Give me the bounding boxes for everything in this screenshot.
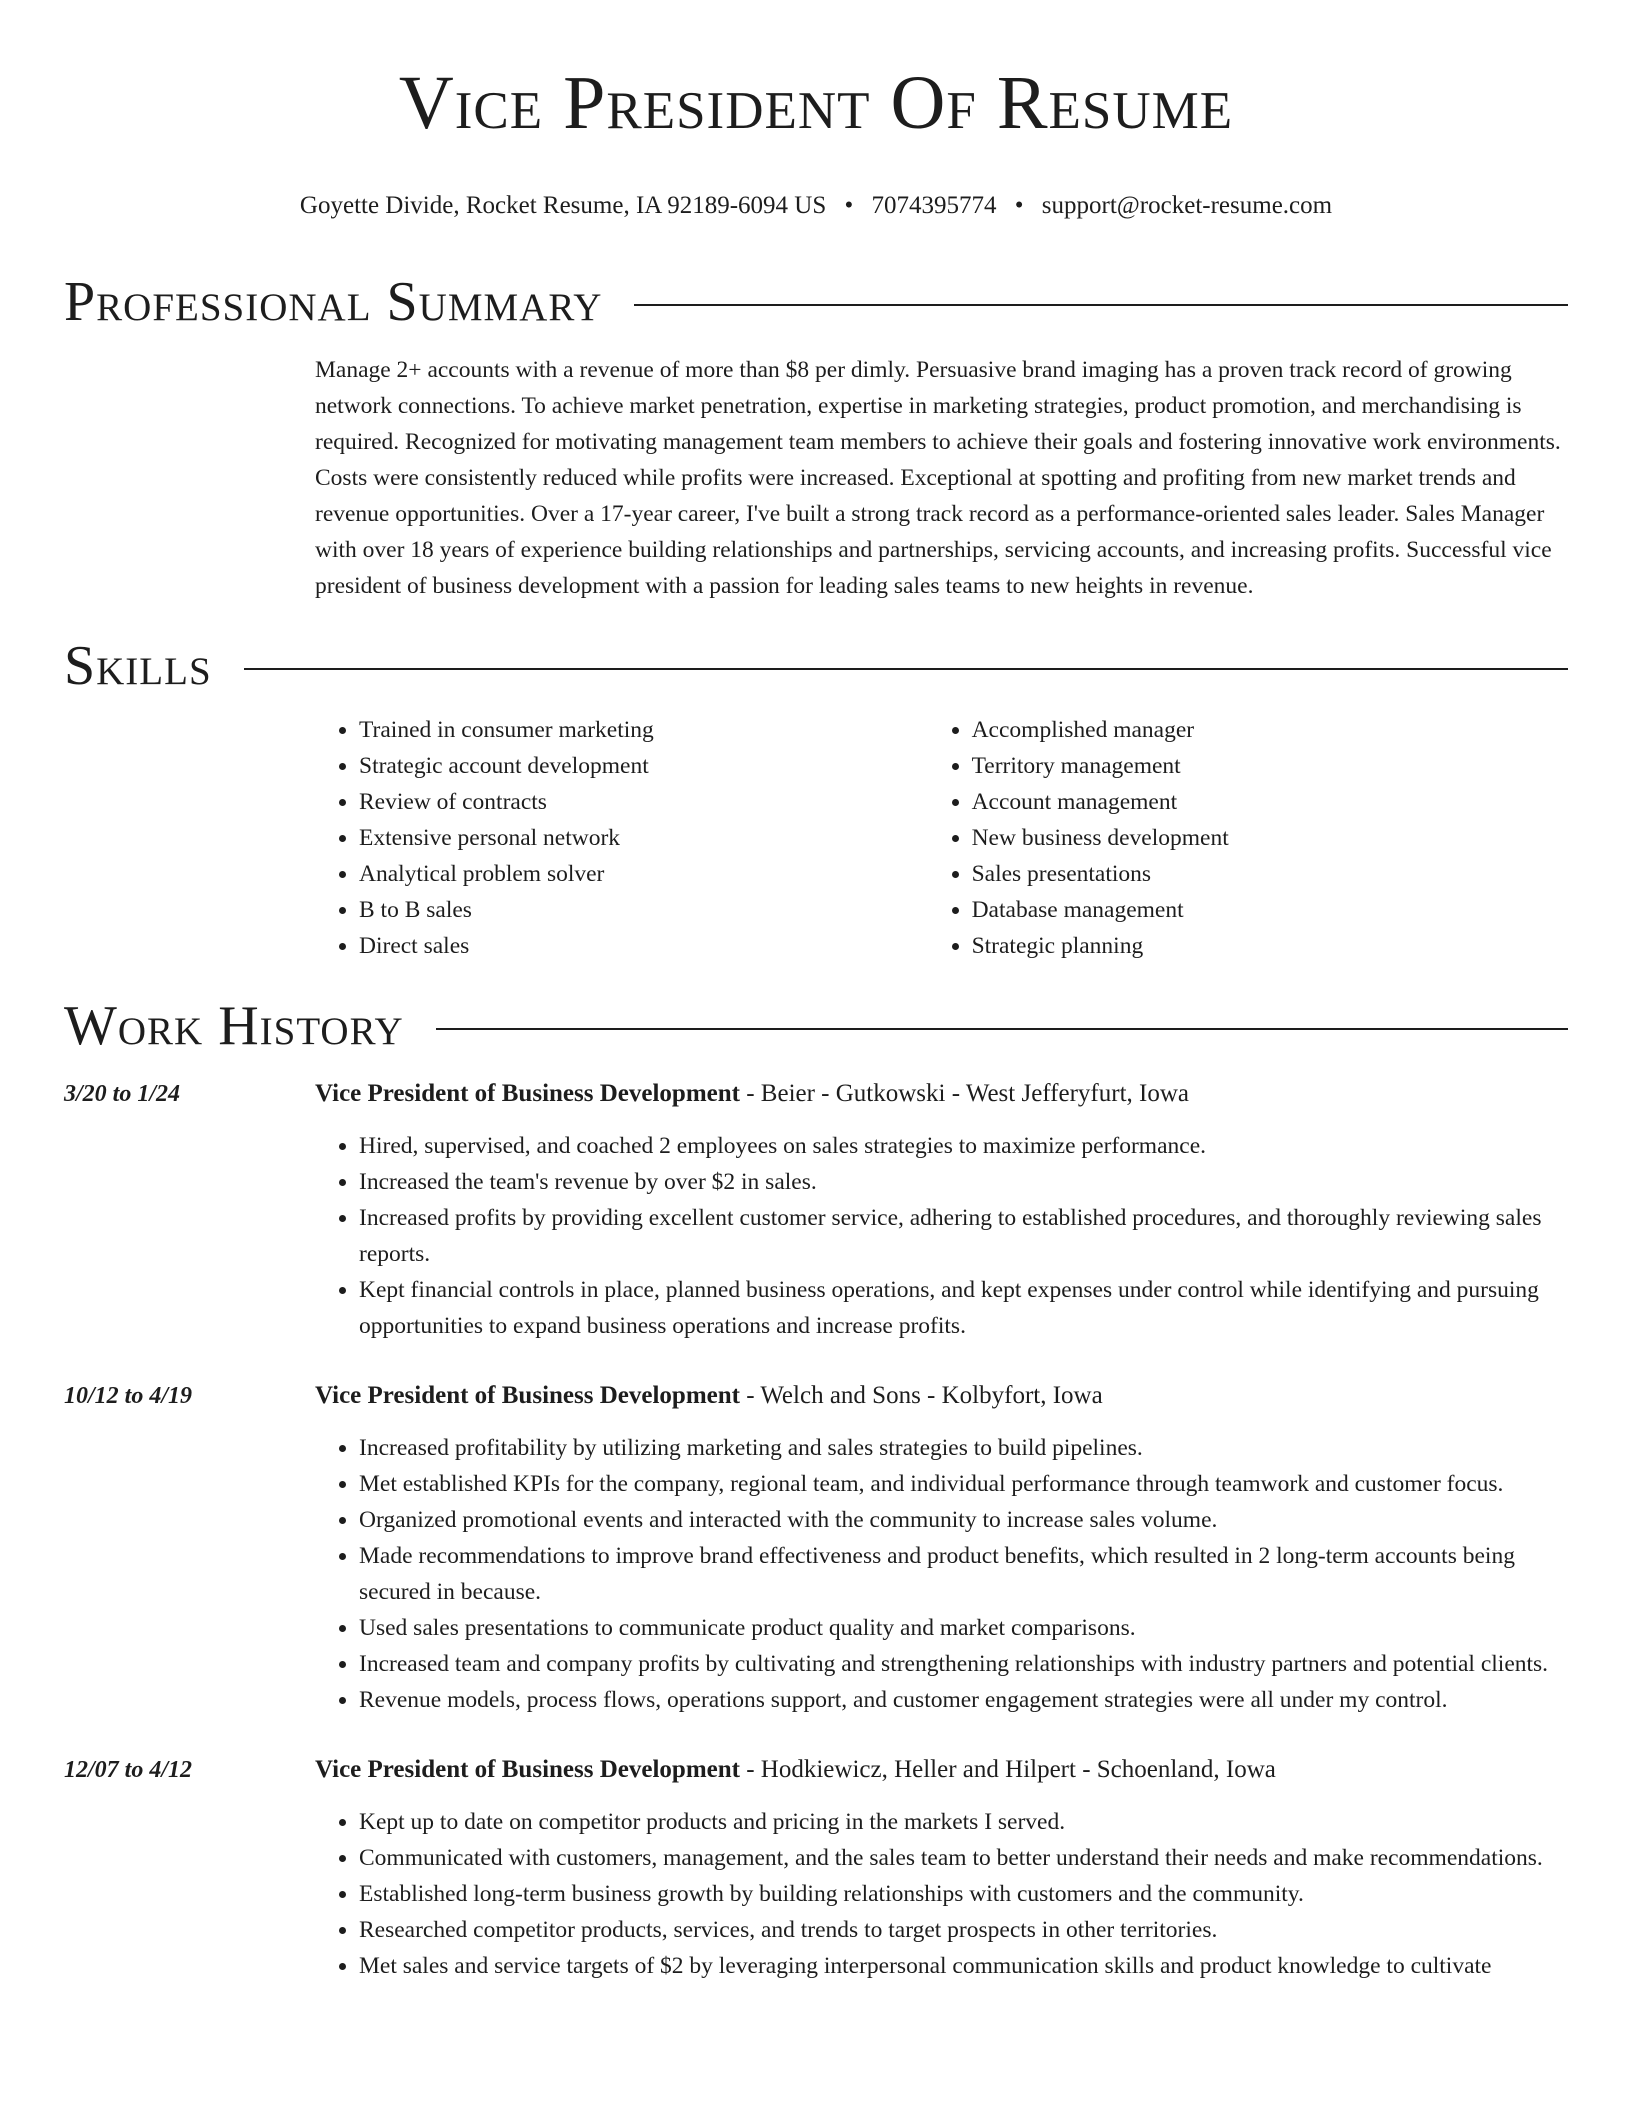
job-bullet: • Made recommendations to improve brand effectiveness and product benefits, which resulted in 2 long-term accounts being secured in because. <box>359 1538 1568 1610</box>
job-bullet: • Researched competitor products, services, and trends to target prospects in other territories. <box>359 1912 1568 1948</box>
skills-list <box>315 712 1568 964</box>
skills-column-right <box>928 712 1568 964</box>
contact-address: Goyette Divide, Rocket Resume, IA 92189-6094 US <box>299 192 827 219</box>
job-bullets <box>315 1430 1568 1718</box>
job-role: Vice President of Business Development <box>315 1080 740 1107</box>
skills-column-left <box>315 712 928 964</box>
contact-email: support@rocket-resume.com <box>1041 192 1333 219</box>
skill-item: • Direct sales <box>359 928 928 964</box>
job-bullet: • Kept financial controls in place, planned business operations, and kept expenses under control while identifying and pursuing opportunities to expand business operations and increase profits. <box>359 1272 1568 1344</box>
skill-item: • New business development <box>972 820 1568 856</box>
job-company: - Welch and Sons - Kolbyfort, Iowa <box>739 1382 1103 1409</box>
skill-item: • B to B sales <box>359 892 928 928</box>
job-detail <box>315 1378 1568 1718</box>
work-heading: Work History <box>64 995 404 1057</box>
summary-section-header <box>64 270 1568 334</box>
job-bullet: • Increased profitability by utilizing marketing and sales strategies to build pipelines. <box>359 1430 1568 1466</box>
summary-text: Manage 2+ accounts with a revenue of more than $8 per dimly. Persuasive brand imaging has a proven track record of growing network connections. To achieve market penetration, expertise in marketing strategies, product promotion, and merchandising is required. Recognized for motivating management team members to achieve their goals and fostering innovative work environments. Costs were consistently reduced while profits were increased. Exceptional at spotting and profiting from new market trends and revenue opportunities. Over a 17-year career, I've built a strong track record as a performance-oriented sales leader. Sales Manager with over 18 years of experience building relationships and partnerships, servicing accounts, and increasing profits. Successful vice president of business development with a passion for leading sales teams to new heights in revenue. <box>315 357 1561 599</box>
job-dates: 10/12 to 4/19 <box>64 1383 193 1409</box>
contact-phone: 7074395774 <box>871 192 997 219</box>
resume-page <box>64 0 1568 1984</box>
job-bullet: • Kept up to date on competitor products and pricing in the markets I served. <box>359 1804 1568 1840</box>
job-title-line <box>315 1076 1568 1112</box>
job-bullet: • Increased profits by providing excellent customer service, adhering to established procedures, and thoroughly reviewing sales reports. <box>359 1200 1568 1272</box>
job-bullet: • Met sales and service targets of $2 by leveraging interpersonal communication skills and product knowledge to cultivate <box>359 1948 1568 1984</box>
job-entry <box>64 1752 1568 1984</box>
job-company: - Beier - Gutkowski - West Jefferyfurt, Iowa <box>739 1080 1189 1107</box>
skill-item: • Analytical problem solver <box>359 856 928 892</box>
contact-separator: • <box>1014 192 1024 219</box>
skill-item: • Sales presentations <box>972 856 1568 892</box>
job-title-line <box>315 1378 1568 1414</box>
job-role: Vice President of Business Development <box>315 1756 740 1783</box>
job-bullet: • Met established KPIs for the company, regional team, and individual performance through teamwork and customer focus. <box>359 1466 1568 1502</box>
contact-separator: • <box>844 192 854 219</box>
job-bullets <box>315 1128 1568 1344</box>
skill-item: • Accomplished manager <box>972 712 1568 748</box>
job-bullet: • Used sales presentations to communicate product quality and market comparisons. <box>359 1610 1568 1646</box>
contact-line <box>64 190 1568 222</box>
section-divider <box>244 668 1568 670</box>
skills-section-header <box>64 634 1568 698</box>
work-section-header <box>64 994 1568 1058</box>
job-bullet: • Established long-term business growth by building relationships with customers and the community. <box>359 1876 1568 1912</box>
skill-item: • Account management <box>972 784 1568 820</box>
job-dates: 3/20 to 1/24 <box>64 1081 181 1107</box>
job-detail <box>315 1752 1568 1984</box>
skill-item: • Territory management <box>972 748 1568 784</box>
skill-item: • Extensive personal network <box>359 820 928 856</box>
job-bullet: • Communicated with customers, management, and the sales team to better understand their needs and make recommendations. <box>359 1840 1568 1876</box>
skill-item: • Review of contracts <box>359 784 928 820</box>
skill-item: • Strategic account development <box>359 748 928 784</box>
skill-item: • Database management <box>972 892 1568 928</box>
skill-item: • Trained in consumer marketing <box>359 712 928 748</box>
summary-heading: Professional Summary <box>64 271 603 333</box>
job-bullet: • Hired, supervised, and coached 2 employees on sales strategies to maximize performance. <box>359 1128 1568 1164</box>
job-dates: 12/07 to 4/12 <box>64 1757 193 1783</box>
job-bullet: • Revenue models, process flows, operations support, and customer engagement strategies were all under my control. <box>359 1682 1568 1718</box>
job-bullet: • Organized promotional events and interacted with the community to increase sales volume. <box>359 1502 1568 1538</box>
job-bullet: • Increased the team's revenue by over $2 in sales. <box>359 1164 1568 1200</box>
job-detail <box>315 1076 1568 1344</box>
skill-item: • Strategic planning <box>972 928 1568 964</box>
job-entry <box>64 1076 1568 1344</box>
job-bullet: • Increased team and company profits by cultivating and strengthening relationships with industry partners and potential clients. <box>359 1646 1568 1682</box>
job-role: Vice President of Business Development <box>315 1382 740 1409</box>
section-divider <box>634 304 1568 306</box>
job-bullets <box>315 1804 1568 1984</box>
skills-heading: Skills <box>64 635 212 697</box>
section-divider <box>436 1028 1568 1030</box>
resume-name: Vice President Of Resume <box>398 61 1234 145</box>
job-title-line <box>315 1752 1568 1788</box>
job-company: - Hodkiewicz, Heller and Hilpert - Schoenland, Iowa <box>739 1756 1276 1783</box>
job-entry <box>64 1378 1568 1718</box>
